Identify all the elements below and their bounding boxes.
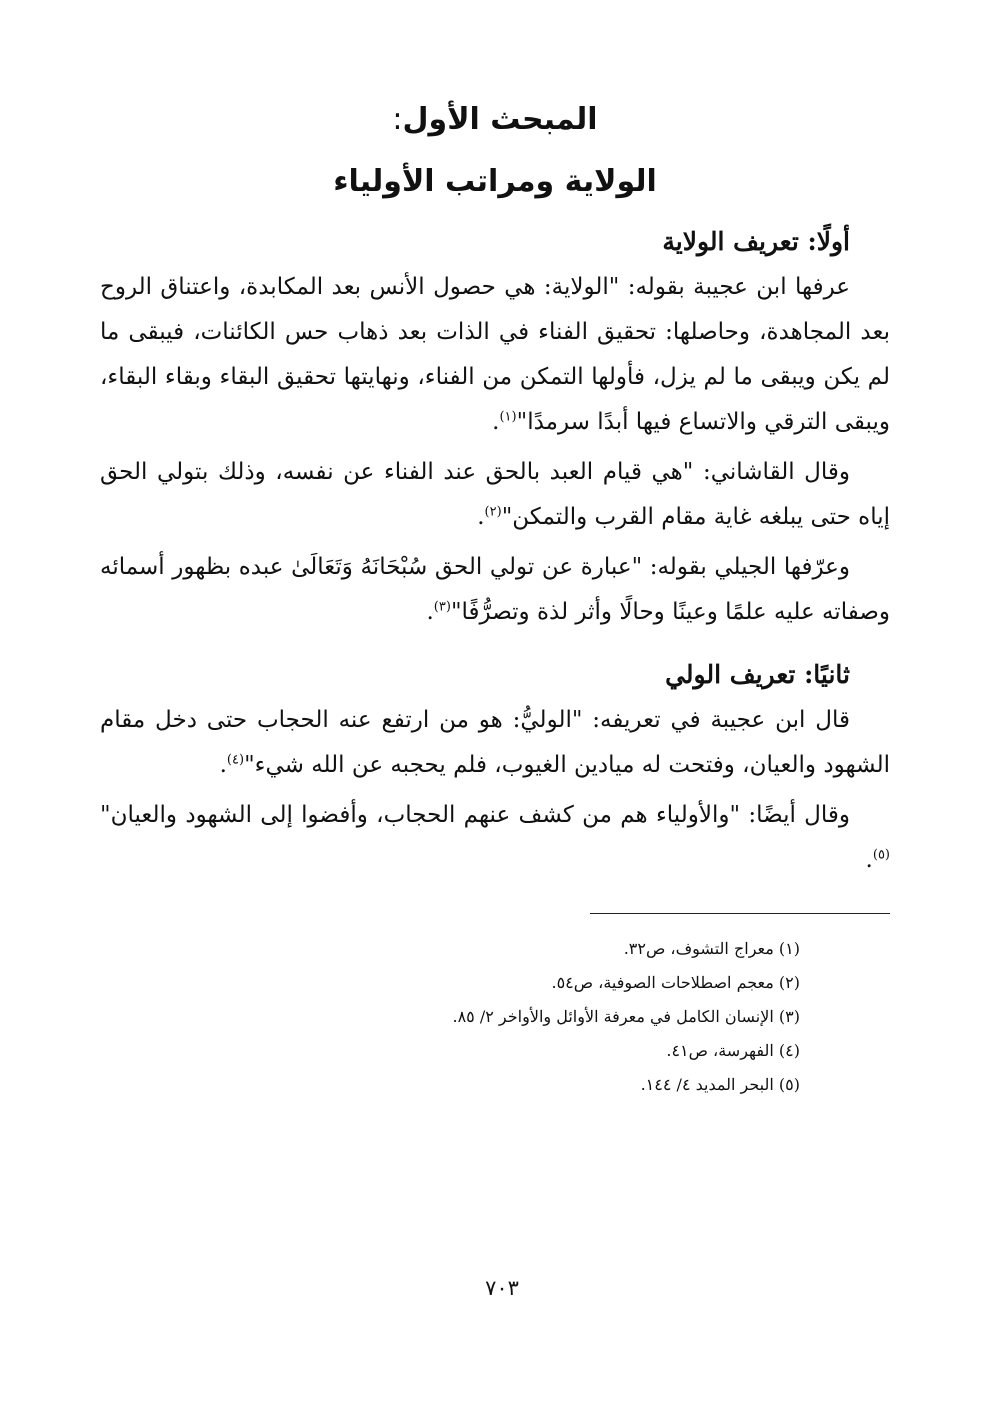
chapter-title-colon: : [392,102,403,137]
paragraph-text: وعرّفها الجيلي بقوله: "عبارة عن تولي الحق سُبْحَانَهُ وَتَعَالَىٰ عبده بظهور أسمائه وصفاته عليه علمًا وعينًا وحالًا وأثر لذة وتصرُّفًا" [100,554,890,625]
paragraph-text: وقال القاشاني: "هي قيام العبد بالحق عند الفناء عن نفسه، وذلك بتولي الحق إياه حتى يبلغه غاية مقام القرب والتمكن" [100,459,890,530]
page-number: ٧٠٣ [485,1276,519,1300]
chapter-subtitle: الولاية ومراتب الأولياء [333,164,657,199]
paragraph: وقال أيضًا: "والأولياء هم من كشف عنهم الحجاب، وأفضوا إلى الشهود والعيان"$^{(٥)}$. [100,802,890,873]
paragraph-text: وقال أيضًا: "والأولياء هم من كشف عنهم الحجاب، وأفضوا إلى الشهود والعيان" [100,802,850,828]
chapter-title-text: المبحث الأول [402,102,598,137]
footnote-divider [590,913,890,914]
chapter-title [100,100,890,140]
section-heading-definition-of-wilaya: أولًا: تعريف الولاية [662,227,850,256]
footnote-item: (١) معراج التشوف، ص٣٢. [623,939,800,958]
document-page [100,95,890,1102]
footnote-ref[interactable]: (٥) [872,847,890,863]
footnote-ref[interactable]: (٢) [484,504,502,520]
paragraph-text: عرفها ابن عجيبة بقوله: "الولاية: هي حصول الأنس بعد المكابدة، واعتناق الروح بعد المجاهدة، وحاصلها: تحقيق الفناء في الذات بعد ذهاب حس الكائنات، فيبقى ما لم يكن ويبقى ما لم يزل، فأولها التمكن من الفناء، ونهايتها تحقيق البقاء وبقاء البقاء، ويبقى الترقي والاتساع فيها أبدًا سرمدًا" [100,274,890,435]
footnote-item: (٤) الفهرسة، ص٤١. [666,1041,800,1060]
section-heading-definition-of-wali: ثانيًا: تعريف الولي [665,660,850,689]
footnote-item: (٢) معجم اصطلاحات الصوفية، ص٥٤. [551,973,800,992]
paragraph: قال ابن عجيبة في تعريفه: "الوليُّ: هو من ارتفع عنه الحجاب حتى دخل مقام الشهود والعيان، وفتحت له ميادين الغيوب، فلم يحجبه عن الله شيء"$^{(٤)}$. [100,707,890,778]
footnotes-list [100,932,890,1102]
footnote-ref[interactable]: (٤) [226,752,245,768]
paragraph: عرفها ابن عجيبة بقوله: "الولاية: هي حصول الأنس بعد المكابدة، واعتناق الروح بعد المجاهدة، وحاصلها: تحقيق الفناء في الذات بعد ذهاب حس الكائنات، فيبقى ما لم يكن ويبقى ما لم يزل، فأولها التمكن من الفناء، ونهايتها تحقيق البقاء وبقاء البقاء، ويبقى الترقي والاتساع فيها أبدًا سرمدًا"$^{(١)}$. [100,274,890,435]
paragraph: وعرّفها الجيلي بقوله: "عبارة عن تولي الحق سُبْحَانَهُ وَتَعَالَىٰ عبده بظهور أسمائه وصفاته عليه علمًا وعينًا وحالًا وأثر لذة وتصرُّفًا"$^{(٣)}$. [100,554,890,625]
footnote-ref[interactable]: (٣) [433,599,451,615]
paragraph-text: قال ابن عجيبة في تعريفه: "الوليُّ: هو من ارتفع عنه الحجاب حتى دخل مقام الشهود والعيان، وفتحت له ميادين الغيوب، فلم يحجبه عن الله شيء" [100,707,890,778]
footnote-ref[interactable]: (١) [499,409,517,425]
paragraph: وقال القاشاني: "هي قيام العبد بالحق عند الفناء عن نفسه، وذلك بتولي الحق إياه حتى يبلغه غاية مقام القرب والتمكن"$^{(٢)}$. [100,459,890,530]
footnote-item: (٣) الإنسان الكامل في معرفة الأوائل والأواخر ٢/ ٨٥. [452,1007,800,1026]
footnote-item: (٥) البحر المديد ٤/ ١٤٤. [640,1075,800,1094]
